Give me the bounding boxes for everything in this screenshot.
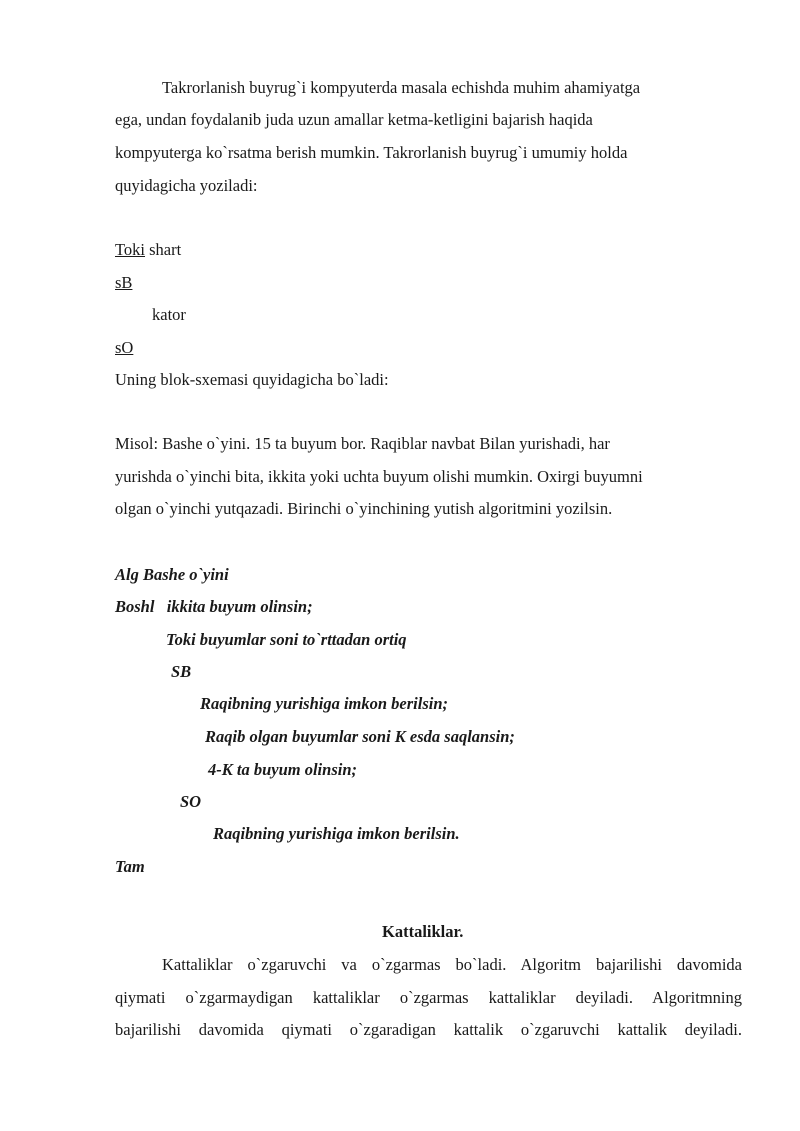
syntax-sb: sB xyxy=(115,273,133,292)
algorithm-line-alg: Alg Bashe o`yini xyxy=(115,565,229,584)
syntax-toki-line xyxy=(115,240,181,260)
intro-line-1: Takrorlanish buyrug`i kompyuterda masala echishda muhim ahamiyatga xyxy=(162,78,641,97)
section-line-1: Kattaliklar o`zgaruvchi va o`zgarmas bo`ladi. Algoritm bajarilishi davomida xyxy=(162,955,742,974)
section-line-2: qiymati o`zgarmaydigan kattaliklar o`zgarmas kattaliklar deyiladi. Algoritmning xyxy=(115,988,742,1007)
blok-sxema-text: Uning blok-sxemasi quyidagicha bo`ladi: xyxy=(115,370,389,389)
example-line-2: yurishda o`yinchi bita, ikkita yoki uchta buyum olishi mumkin. Oxirgi buyumni xyxy=(115,467,643,486)
algorithm-line-raqib-yurish-1: Raqibning yurishiga imkon berilsin; xyxy=(200,694,449,713)
toki-condition: shart xyxy=(145,240,182,259)
example-line-1: Misol: Bashe o`yini. 15 ta buyum bor. Raqiblar navbat Bilan yurishadi, har xyxy=(115,434,610,453)
algorithm-line-so: SO xyxy=(180,792,202,811)
algorithm-line-4k: 4-K ta buyum olinsin; xyxy=(208,760,357,779)
intro-line-3: kompyuterga ko`rsatma berish mumkin. Takrorlanish buyrug`i umumiy holda xyxy=(115,143,628,162)
syntax-so: sO xyxy=(115,338,134,357)
intro-line-2: ega, undan foydalanib juda uzun amallar ketma-ketligini bajarish haqida xyxy=(115,110,593,129)
section-heading: Kattaliklar. xyxy=(382,922,464,941)
algorithm-line-raqib-yurish-2: Raqibning yurishiga imkon berilsin. xyxy=(213,824,460,843)
algorithm-line-raqib-k: Raqib olgan buyumlar soni K esda saqlansin; xyxy=(205,727,515,746)
example-line-3: olgan o`yinchi yutqazadi. Birinchi o`yinchining yutish algoritmini yozilsin. xyxy=(115,499,613,518)
syntax-body: kator xyxy=(152,305,186,324)
algorithm-line-tam: Tam xyxy=(115,857,145,876)
section-line-3: bajarilishi davomida qiymati o`zgaradigan kattalik o`zgaruvchi kattalik deyiladi. xyxy=(115,1020,742,1039)
algorithm-line-toki: Toki buyumlar soni to`rttadan ortiq xyxy=(166,630,407,649)
intro-line-4: quyidagicha yoziladi: xyxy=(115,176,258,195)
algorithm-line-sb: SB xyxy=(171,662,192,681)
algorithm-line-boshl: Boshl ikkita buyum olinsin; xyxy=(115,597,313,616)
toki-keyword: Toki xyxy=(115,240,146,259)
